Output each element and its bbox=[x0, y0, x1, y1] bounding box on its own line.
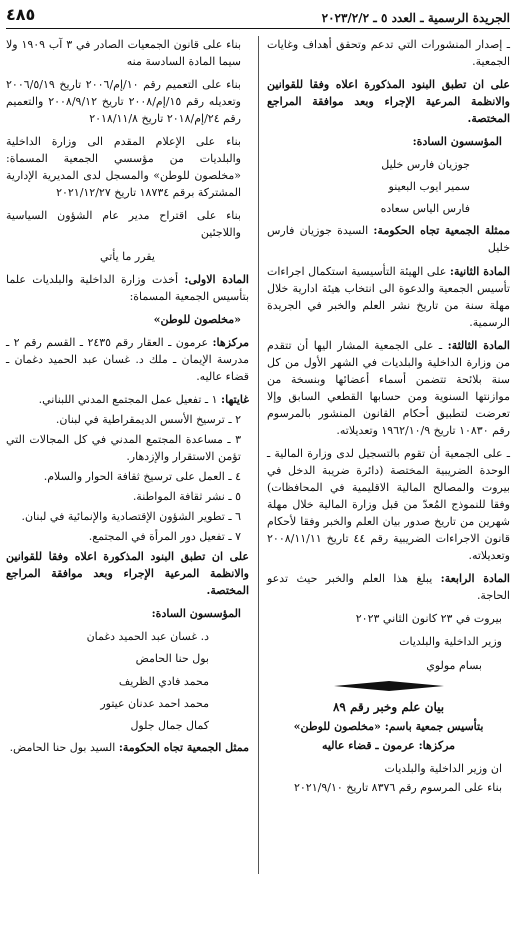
hq-text: عرمون ـ العقار رقم ٢٤٣٥ ـ القسم رقم ٢ ـ مدرسة الإيمان ـ ملك د. غسان عبد الحميد دغمان ـ قضاء عاليه. bbox=[6, 335, 249, 383]
art3-text: ـ على الجمعية المشار اليها أن تتقدم من وزارة الداخلية والبلديات في الشهر الأول من كل سنة بلائحة تتضمن أسماء أعضائها وبنسخة من موازنتها السنوية ومن حسابها القطعي السابق وإلا تعرضت لتطبيق أحكام القانون المنشور بالمرسوم رقم ١٠٨٣٠ تاريخ ١٩٦٢/١٠/٩ وتعديلاته. bbox=[267, 338, 510, 437]
art4-text: يبلغ هذا العلم والخبر حيث تدعو الحاجة. bbox=[267, 572, 510, 603]
founder-item: فارس الياس سعاده bbox=[380, 202, 470, 216]
rep-value: السيدة جوزيان فارس خليل bbox=[267, 224, 510, 255]
column-divider bbox=[258, 36, 259, 874]
founder-item: جوزيان فارس خليل bbox=[381, 158, 470, 172]
art3-label: المادة الثالثة: bbox=[447, 338, 510, 352]
art1-text: أخذت وزارة الداخلية والبلديات علما بتأسيس الجمعية المسماة: bbox=[6, 272, 249, 303]
founder-item: سمير ايوب البعينو bbox=[388, 180, 470, 194]
paragraph: بناء على التعميم رقم ١٠/إم/٢٠٠٦ تاريخ ٢٠٠٦/٥/١٩ وتعديله رقم ١٥/إم/٢٠٠٨ تاريخ ٢٠٠٨/٩/١٢ والتعميم رقم ٢٤/إم/٢٠١٨ تاريخ ٢٠١٨/١١/٨ bbox=[6, 78, 241, 126]
paragraph: بناء على قانون الجمعيات الصادر في ٣ آب ١٩٠٩ ولا سيما المادة السادسة منه bbox=[6, 38, 242, 69]
goals-list bbox=[6, 391, 249, 545]
signature-place-date: بيروت في ٢٣ كانون الثاني ٢٠٢٣ bbox=[355, 612, 502, 626]
notice-title: بيان علم وخبر رقم ٨٩ bbox=[332, 699, 445, 714]
goal-item: ٧ ـ تفعيل دور المرأة في المجتمع. bbox=[88, 530, 241, 544]
paragraph: ـ إصدار المنشورات التي تدعم وتحقق أهداف وغايات الجمعية. bbox=[267, 38, 510, 69]
paragraph: بناء على الإعلام المقدم الى وزارة الداخلية والبلديات من مؤسسي الجمعية المسماة: «مخلصون للوطن» والمسجل لدى المديرية الإدارية المشتركة برقم ١٨٧٣٤ تاريخ ٢٠٢١/١٢/٢٧ bbox=[6, 135, 241, 200]
rep-label: ممثلة الجمعية تجاه الحكومة: bbox=[373, 224, 510, 238]
article-4 bbox=[267, 570, 510, 604]
art4-label: المادة الرابعة: bbox=[440, 572, 510, 586]
founder-item: بول حنا الحامض bbox=[135, 652, 209, 666]
representative-paragraph bbox=[6, 739, 249, 756]
founder-item: محمد فادي الظريف bbox=[118, 674, 209, 688]
decides-line: يقرر ما يأتي bbox=[100, 249, 155, 263]
association-name: «مخلصون للوطن» bbox=[153, 312, 241, 326]
notice-intro: ان وزير الداخلية والبلديات bbox=[384, 762, 502, 776]
representative-paragraph bbox=[267, 222, 510, 256]
hq-label: مركزها: bbox=[212, 335, 249, 349]
clause-paragraph: على ان تطبق البنود المذكورة اعلاه وفقا للقوانين والانظمة المرعية الإجراء وبعد موافقة المراجع المختصة. bbox=[267, 78, 510, 126]
founders-title: المؤسسون السادة: bbox=[151, 607, 241, 621]
article-1 bbox=[6, 271, 249, 305]
separator-ornament-icon bbox=[267, 680, 510, 692]
right-column bbox=[267, 36, 510, 802]
notice-decree: بناء على المرسوم رقم ٨٣٧٦ تاريخ ٢٠٢١/٩/١٠ bbox=[293, 781, 502, 795]
page-header bbox=[6, 6, 510, 29]
rep-label: ممثل الجمعية تجاه الحكومة: bbox=[118, 740, 249, 754]
goal-item: ٥ ـ نشر ثقافة المواطنة. bbox=[132, 490, 241, 504]
goal-item bbox=[6, 391, 249, 408]
clause-paragraph: على ان تطبق البنود المذكورة اعلاه وفقا للقوانين والانظمة المرعية الإجراء وبعد موافقة المراجع المختصة. bbox=[6, 550, 249, 598]
founders-title: المؤسسون السادة: bbox=[412, 135, 502, 149]
goal-item: ٤ ـ العمل على ترسيخ ثقافة الحوار والسلام. bbox=[43, 470, 241, 484]
page-number: ٤٨٥ bbox=[6, 5, 36, 25]
art2-text: على الهيئة التأسيسية استكمال اجراءات تأسيس الجمعية والدعوة الى انتخاب هيئة ادارية خلال مهلة سنة من تاريخ نشر العلم والخبر في الجريدة الرسمية. bbox=[267, 264, 510, 329]
rep-value: السيد بول حنا الحامض. bbox=[9, 740, 116, 754]
notice-subtitle: بتأسيس جمعية باسم: «مخلصون للوطن» bbox=[293, 720, 484, 734]
goals-label: غايتها: bbox=[221, 392, 249, 406]
article-3 bbox=[267, 337, 510, 439]
signature-name: بسام مولوي bbox=[426, 658, 482, 672]
hq-paragraph bbox=[6, 334, 249, 385]
goal-item: ٦ ـ تطوير الشؤون الإقتصادية والإنمائية في لبنان. bbox=[21, 510, 241, 524]
goal-text: ١ ـ تفعيل عمل المجتمع المدني اللبناني. bbox=[38, 392, 218, 406]
founder-item: كمال جمال جلول bbox=[130, 718, 209, 732]
notice-hq: مركزها: عرمون ـ قضاء عاليه bbox=[321, 739, 456, 753]
paragraph: بناء على اقتراح مدير عام الشؤون السياسية واللاجئين bbox=[6, 209, 241, 240]
goal-item: ٢ ـ ترسيخ الأسس الديمقراطية في لبنان. bbox=[55, 412, 241, 426]
article-2 bbox=[267, 263, 510, 331]
art2-label: المادة الثانية: bbox=[449, 264, 511, 278]
gazette-title: الجريدة الرسمية ـ العدد ٥ ـ ٢٠٢٣/٢/٢ bbox=[321, 11, 510, 26]
signature-block bbox=[267, 610, 510, 673]
founder-item: محمد احمد عدنان عيتور bbox=[100, 696, 209, 710]
signature-title: وزير الداخلية والبلديات bbox=[399, 635, 502, 649]
founders-list bbox=[267, 156, 510, 217]
article-3-b: ـ على الجمعية أن تقوم بالتسجيل لدى وزارة المالية ـ الوحدة الضريبية المختصة (دائرة ضريبة الدخل في بيروت والمصالح المالية الاقليمية في المحافظات) وفقا للنموذج المُعدّ من قبل وزارة المالية خلال مهلة شهرين من تاريخ صدور بيان العلم والخبر وفقا لأحكام قانون الاجراءات الضريبية رقم ٤٤ تاريخ ٢٠٠٨/١١/١١ وتعديلاته. bbox=[267, 446, 510, 563]
left-column bbox=[6, 36, 249, 762]
founder-item: د. غسان عبد الحميد دغمان bbox=[86, 630, 209, 644]
art1-label: المادة الاولى: bbox=[184, 272, 249, 286]
founders-list bbox=[6, 628, 249, 733]
goal-item: ٣ ـ مساعدة المجتمع المدني في كل المجالات التي تؤمن الاستقرار والإزدهار. bbox=[6, 432, 241, 463]
